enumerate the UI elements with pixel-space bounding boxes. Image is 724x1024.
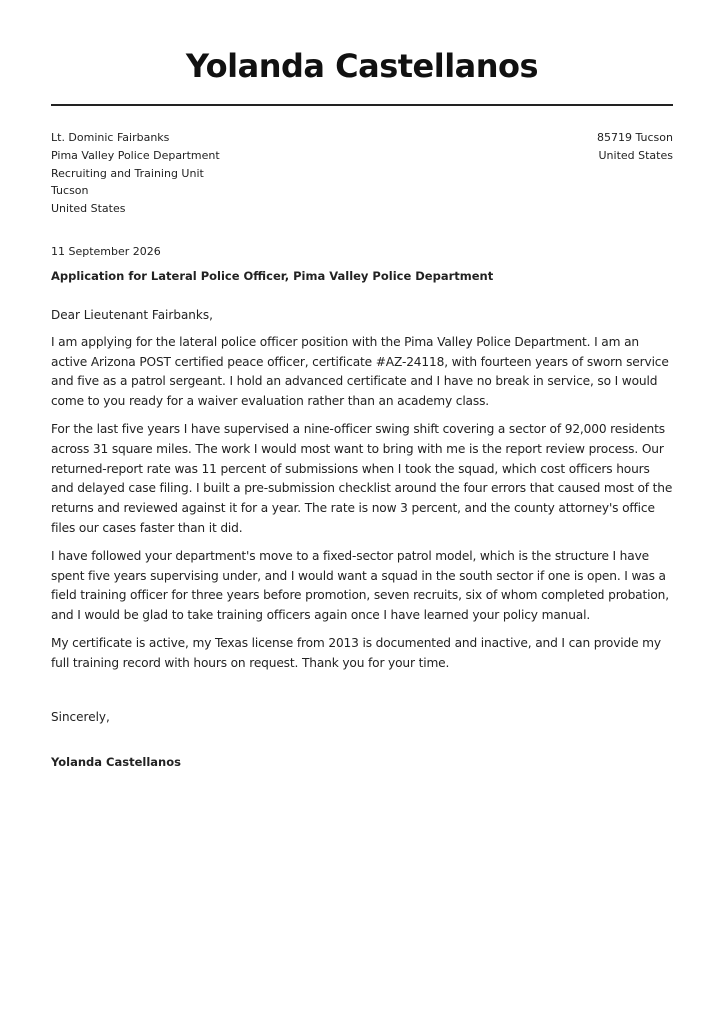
body-paragraph-2: For the last five years I have supervised a nine-officer swing shift covering a sector of 92,000 residents across 31 square miles. The work I would most want to bring with me is the report review process. Our returned-report rate was 11 percent of submissions when I took the squad, which cost officers hours and delayed case filing. I built a pre-submission checklist around the four errors that caused most of the returns and reviewed against it for a year. The rate is now 3 percent, and the county attorney's office files our cases faster than it did. (51, 422, 673, 535)
recipient-name: Lt. Dominic Fairbanks (51, 131, 170, 144)
recipient-country: United States (51, 202, 126, 216)
body-paragraph-3: I have followed your department's move to a fixed-sector patrol model, which is the structure I have spent five years supervising under, and I would want a squad in the south sector if one is open. I was a field training officer for three years before promotion, seven recruits, six of whom completed probation, and I would be glad to take training officers again once I have learned your policy manual. (51, 549, 669, 623)
body-paragraph-1: I am applying for the lateral police officer position with the Pima Valley Police Department. I am an active Arizona POST certified peace officer, certificate #AZ-24118, with fourteen years of sworn service and five as a patrol sergeant. I hold an advanced certificate and I have no break in service, so I would come to you ready for a waiver evaluation rather than an academy class. (51, 335, 669, 409)
recipient-department: Pima Valley Police Department (51, 148, 220, 162)
recipient-address-block (51, 129, 220, 218)
signature-name: Yolanda Castellanos (51, 755, 181, 769)
sender-postal-city: 85719 Tucson (597, 131, 673, 144)
sender-country: United States (598, 148, 673, 162)
body-paragraph-4: My certificate is active, my Texas license from 2013 is documented and inactive, and I can provide my full training record with hours on request. Thank you for your time. (51, 636, 661, 671)
letter-body (51, 333, 673, 682)
header-divider (51, 104, 673, 106)
letter-date: 11 September 2026 (51, 245, 161, 258)
recipient-city: Tucson (51, 184, 89, 198)
letter-closing: Sincerely, (51, 710, 110, 724)
letter-greeting: Dear Lieutenant Fairbanks, (51, 308, 213, 322)
sender-address-block (597, 129, 673, 165)
letter-subject: Application for Lateral Police Officer, Pima Valley Police Department (51, 269, 494, 283)
applicant-name-heading: Yolanda Castellanos (185, 47, 539, 85)
recipient-unit: Recruiting and Training Unit (51, 166, 204, 180)
